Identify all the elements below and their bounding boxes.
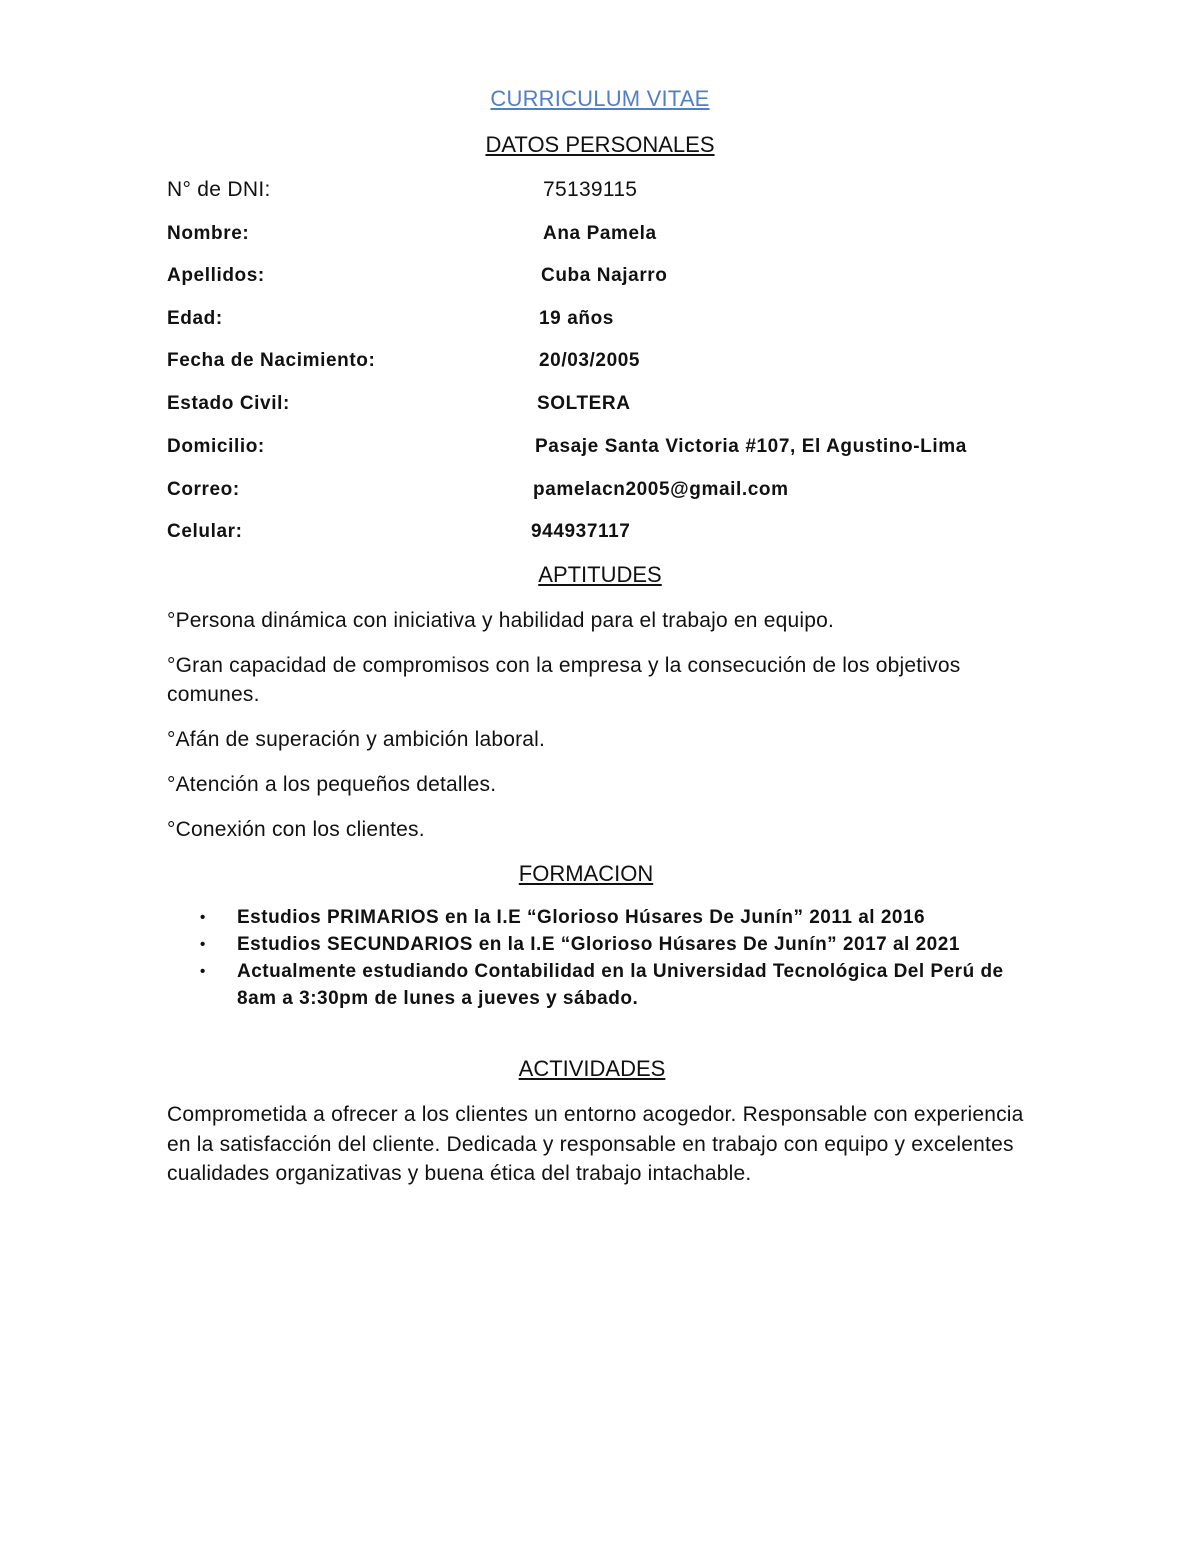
formacion-heading: FORMACION	[518, 861, 654, 886]
edad-label: Edad:	[167, 308, 223, 329]
datos-personales-heading: DATOS PERSONALES	[485, 132, 715, 157]
list-item	[200, 958, 1040, 1012]
actividades-text: Comprometida a ofrecer a los clientes un entorno acogedor. Responsable con experiencia en la satisfacción del cliente. Dedicada y responsable en trabajo con equipo y excelentes cualidades organizativas y buena ética del trabajo intachable.	[167, 1103, 1024, 1185]
fecha-nacimiento-label: Fecha de Nacimiento:	[167, 350, 376, 371]
bullet-icon: •	[200, 909, 206, 926]
domicilio-value: Pasaje Santa Victoria #107, El Agustino-Lima	[535, 436, 967, 457]
apellidos-value: Cuba Najarro	[541, 265, 668, 286]
nombre-label: Nombre:	[167, 223, 250, 244]
dni-value: 75139115	[543, 178, 638, 201]
bullet-icon: •	[200, 963, 206, 980]
actividades-heading: ACTIVIDADES	[518, 1056, 666, 1081]
dni-label: N° de DNI:	[167, 178, 271, 201]
list-item	[200, 931, 1040, 958]
formacion-item-text: Actualmente estudiando Contabilidad en la Universidad Tecnológica Del Perú de 8am a 3:30pm de lunes a jueves y sábado.	[237, 961, 1004, 1009]
document-title: CURRICULUM VITAE	[490, 86, 710, 111]
celular-label: Celular:	[167, 521, 243, 542]
estado-civil-value: SOLTERA	[537, 393, 631, 414]
formacion-item-text: Estudios SECUNDARIOS en la I.E “Glorioso Húsares De Junín” 2017 al 2021	[237, 934, 960, 955]
correo-label: Correo:	[167, 479, 240, 500]
nombre-value: Ana Pamela	[543, 223, 657, 244]
formacion-item-text: Estudios PRIMARIOS en la I.E “Glorioso Húsares De Junín” 2011 al 2016	[237, 907, 926, 928]
aptitude-item: °Gran capacidad de compromisos con la empresa y la consecución de los objetivos comunes.	[167, 654, 961, 706]
edad-value: 19 años	[539, 308, 614, 329]
aptitude-item: °Persona dinámica con iniciativa y habilidad para el trabajo en equipo.	[167, 609, 835, 632]
correo-value: pamelacn2005@gmail.com	[533, 479, 789, 500]
aptitude-item: °Atención a los pequeños detalles.	[167, 773, 497, 796]
fecha-nacimiento-value: 20/03/2005	[539, 350, 641, 371]
formacion-list	[200, 904, 1040, 1012]
aptitude-item: °Conexión con los clientes.	[167, 818, 425, 841]
domicilio-label: Domicilio:	[167, 436, 265, 457]
estado-civil-label: Estado Civil:	[167, 393, 290, 414]
celular-value: 944937117	[531, 521, 631, 542]
apellidos-label: Apellidos:	[167, 265, 265, 286]
bullet-icon: •	[200, 936, 206, 953]
list-item	[200, 904, 1040, 931]
aptitudes-heading: APTITUDES	[538, 562, 662, 587]
aptitude-item: °Afán de superación y ambición laboral.	[167, 728, 546, 751]
